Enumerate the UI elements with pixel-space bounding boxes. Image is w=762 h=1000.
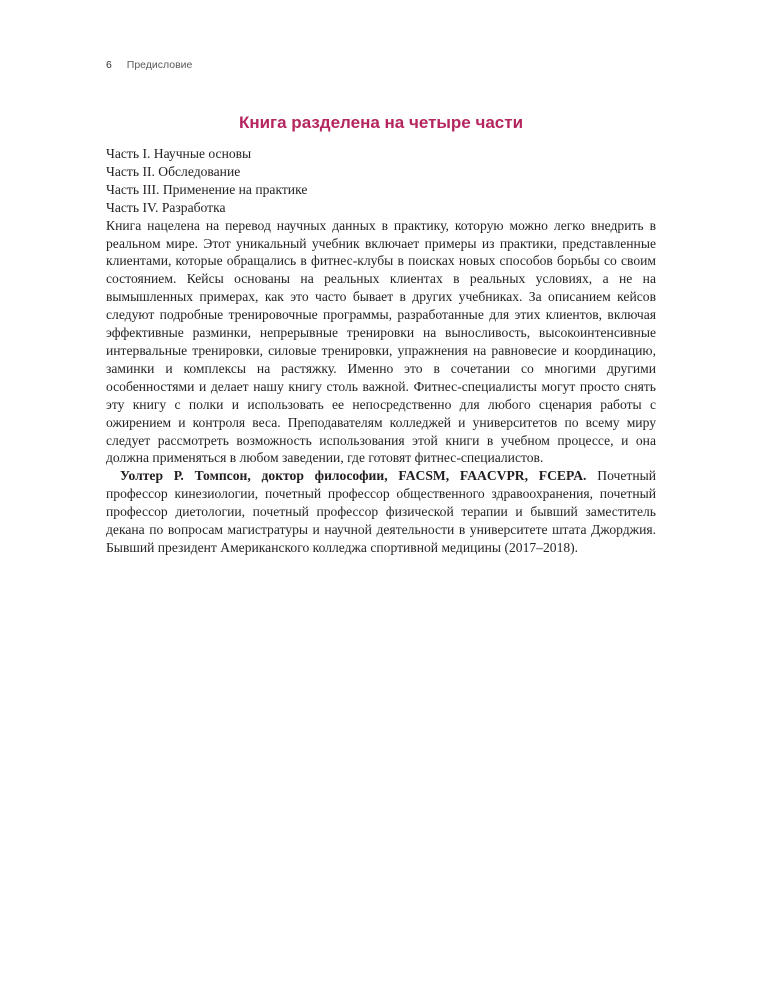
running-head: [106, 59, 192, 71]
author-paragraph: [106, 467, 656, 557]
body-text: [106, 145, 656, 557]
part-item-2: Часть II. Обследование: [106, 163, 241, 179]
section-title: Книга разделена на четыре части: [238, 113, 524, 132]
part-item-4: Часть IV. Разработка: [106, 199, 226, 215]
description-paragraph: Книга нацелена на перевод научных данных в практику, которую можно легко внедрить в реальном мире. Этот уникальный учебник включает примеры из практики, представленные клиентами, которые обращались в фитнес-клубы в поисках новых способов борьбы со своим состоянием. Кейсы основаны на реальных клиентах в реальных условиях, а не на вымышленных примерах, как это часто бывает в других учебниках. За описанием кейсов следуют подробные тренировочные программы, разработанные для этих клиентов, включая эффективные разминки, непрерывные тренировки на выносливость, высокоинтенсивные интервальные тренировки, силовые тренировки, упражнения на равновесие и координацию, заминки и комплексы на растяжку. Именно это в сочетании со многими другими особенностями и делает нашу книгу столь важной. Фитнес-специалисты могут просто снять эту книгу с полки и использовать ее непосредственно для любого сценария работы с ожирением и контроля веса. Преподавателям колледжей и университетов по всему миру следует рассмотреть возможность использования этой книги в учебном процессе, и она должна применяться в любом заведении, где готовят фитнес-специалистов.: [106, 217, 656, 466]
part-item-1: Часть I. Научные основы: [106, 146, 252, 161]
page-number: 6: [106, 59, 112, 71]
part-item-3: Часть III. Применение на практике: [106, 181, 308, 197]
running-head-section: Предисловие: [126, 59, 193, 71]
parts-list: [106, 145, 656, 217]
author-name: Уолтер Р. Томпсон, доктор философии, FACSM, FAACVPR, FCEPA.: [120, 468, 587, 484]
author-bio: Почетный профессор кинезиологии, почетный профессор общественного здравоохранения, почетный профессор диетологии, почетный профессор физической терапии и бывший заместитель декана по вопросам магистратуры и научной деятельности в университете штата Джорджия. Бывший президент Американского колледжа спортивной медицины (2017–2018).: [106, 468, 657, 555]
